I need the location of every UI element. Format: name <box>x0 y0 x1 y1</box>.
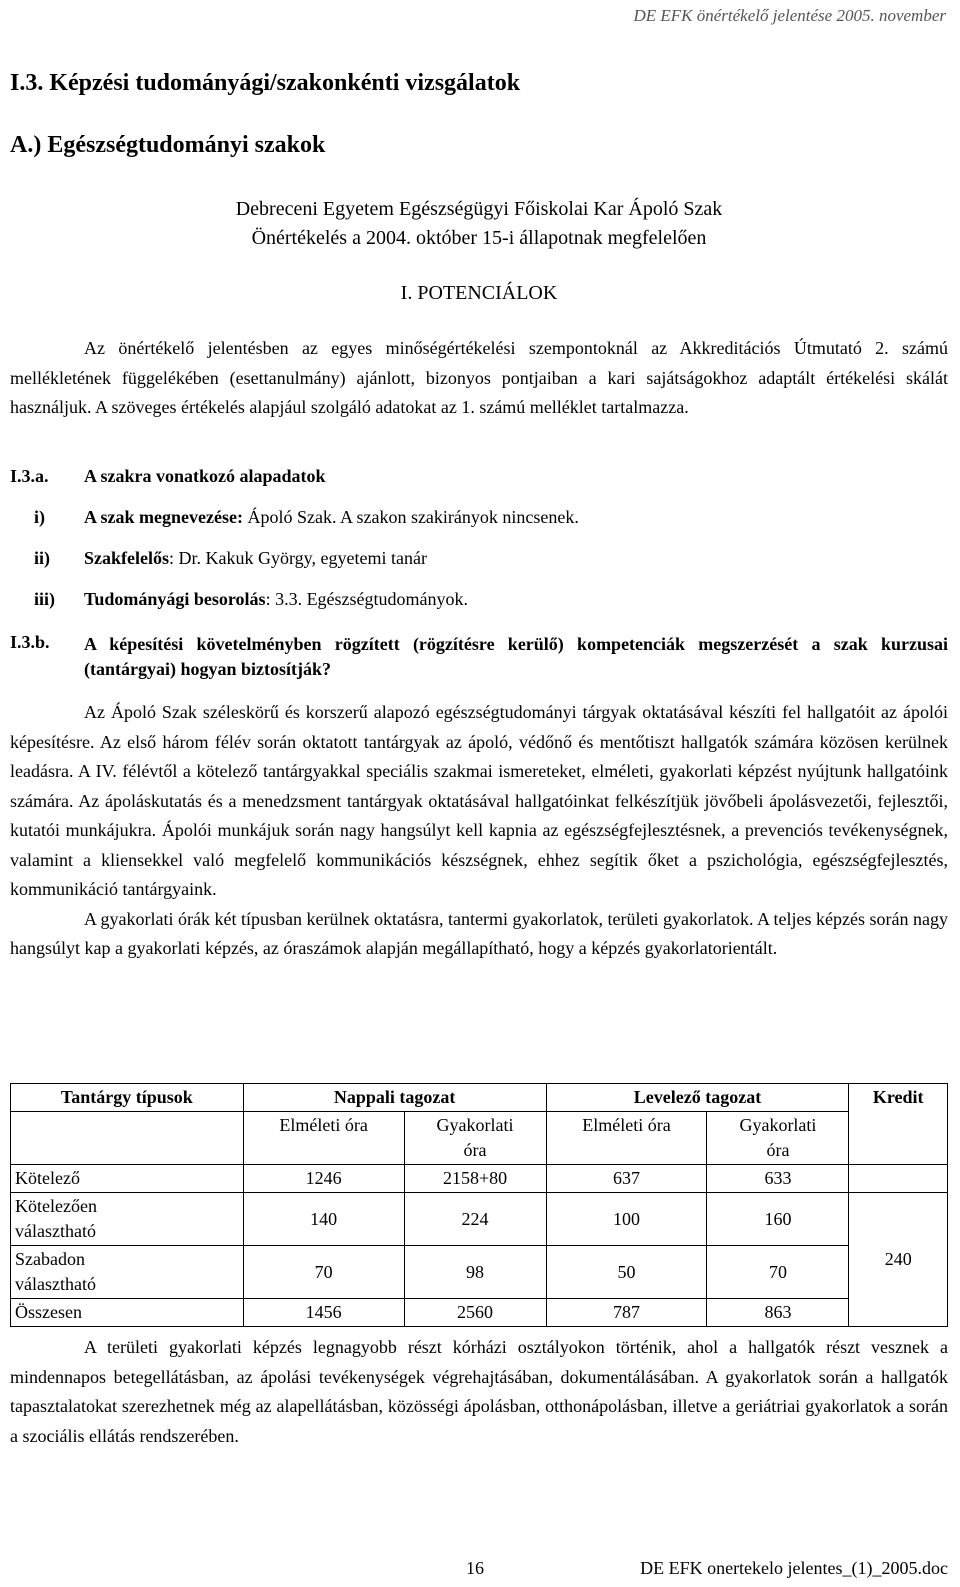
row-label-line: választható <box>15 1274 96 1294</box>
header-cell: Tantárgy típusok <box>11 1084 244 1112</box>
row-label-line: Kötelezően <box>15 1196 97 1216</box>
header-cell: Nappali tagozat <box>243 1084 546 1112</box>
table-cell: 637 <box>546 1165 707 1193</box>
subheader-text: Gyakorlati <box>436 1115 514 1135</box>
intro-paragraph: Az önértékelő jelentésben az egyes minőségértékelési szempontoknál az Akkreditációs Útmutató 2. számú mellékletének függelékében (esettanulmány) ajánlott, bizonyos pontjaiban a kari sajátságokhoz adaptált értékelési skálát használjuk. A szöveges értékelés alapjául szolgáló adatokat az 1. számú melléklet tartalmazza. <box>10 338 948 417</box>
table-cell: 2560 <box>404 1299 546 1327</box>
section-a-title: A szakra vonatkozó alapadatok <box>84 466 326 486</box>
body-text <box>10 698 948 964</box>
subheader-cell: Elméleti óra <box>243 1112 404 1165</box>
potencialok-heading: I. POTENCIÁLOK <box>400 282 558 304</box>
table-subheader-row <box>11 1112 948 1165</box>
item-key: Tudományági besorolás <box>84 589 266 609</box>
table-cell: 1246 <box>243 1165 404 1193</box>
body-paragraph: Az Ápoló Szak széleskörű és korszerű alapozó egészségtudományi tárgyak oktatásával készíti fel hallgatóit az ápolói képesítésre. Az első három félév során oktatott tantárgyak az ápoló, védőnő és mentőtiszt hallgatók számára közösen kerülnek leadásra. A IV. félévtől a kötelező tantárgyakkal speciális szakmai ismereteket, elméleti, gyakorlati képzést nyújtunk hallgatóink számára. Az ápoláskutatás és a menedzsment tantárgyak oktatásával hallgatóinkat felkészítjük jövőbeli ápolásvezetői, fejlesztői, kutatói munkájukra. Ápolói munkájuk során nagy hangsúlyt kell kapnia az egészségfejlesztésnek, a prevenciós tevékenységnek, valamint a kliensekkel való megfelelő kommunikációs készségnek, ehhez segítik őket a pszichológia, egészségfejlesztés, kommunikáció tantárgyaink. <box>10 702 948 899</box>
subsection-heading: A.) Egészségtudományi szakok <box>10 132 326 158</box>
body-paragraph: A gyakorlati órák két típusban kerülnek oktatásra, tantermi gyakorlatok, területi gyakorlatok. A teljes képzés során nagy hangsúlyt kap a gyakorlati képzés, az óraszámok alapján megállapítható, hogy a képzés gyakorlatorientált. <box>10 908 948 958</box>
table-cell: 160 <box>707 1193 849 1246</box>
section-b-label: I.3.b. <box>10 632 50 652</box>
item-number: i) <box>34 507 45 527</box>
running-header: DE EFK önértékelő jelentése 2005. november <box>633 6 946 25</box>
table-cell: 140 <box>243 1193 404 1246</box>
empty-cell <box>849 1165 948 1193</box>
table-cell: 50 <box>546 1246 707 1299</box>
subheader-cell: Elméleti óra <box>546 1112 707 1165</box>
row-label <box>11 1246 244 1299</box>
table-cell: 224 <box>404 1193 546 1246</box>
item-number: ii) <box>34 548 50 568</box>
row-label <box>11 1193 244 1246</box>
table-cell: 70 <box>243 1246 404 1299</box>
self-evaluation-line: Önértékelés a 2004. október 15-i állapotnak megfelelően <box>251 227 707 249</box>
row-label: Összesen <box>11 1299 244 1327</box>
subheader-cell <box>404 1112 546 1165</box>
item-key: A szak megnevezése: <box>84 507 243 527</box>
page-number: 16 <box>466 1558 484 1578</box>
institution-line: Debreceni Egyetem Egészségügyi Főiskolai Kar Ápoló Szak <box>235 198 723 220</box>
table-row <box>11 1165 948 1193</box>
hours-table <box>10 1083 948 1327</box>
list-item <box>34 589 468 610</box>
table-row <box>11 1299 948 1327</box>
subheader-cell <box>707 1112 849 1165</box>
subheader-text: Gyakorlati <box>739 1115 817 1135</box>
item-key: Szakfelelős <box>84 548 169 568</box>
table-header-row <box>11 1084 948 1112</box>
row-label: Kötelező <box>11 1165 244 1193</box>
table-cell: 863 <box>707 1299 849 1327</box>
row-label-line: választható <box>15 1221 96 1241</box>
section-a-label: I.3.a. <box>10 466 49 486</box>
table-row <box>11 1246 948 1299</box>
empty-cell <box>11 1112 244 1165</box>
item-value: Ápoló Szak. A szakon szakirányok nincsenek. <box>242 507 579 527</box>
header-cell: Levelező tagozat <box>546 1084 849 1112</box>
section-b-title: A képesítési követelményben rögzített (rögzítésre kerülő) kompetenciák megszerzését a szak kurzusai (tantárgyai) hogyan biztosítják? <box>84 634 948 679</box>
item-value: : Dr. Kakuk György, egyetemi tanár <box>169 548 427 568</box>
footer-filename: DE EFK onertekelo jelentes_(1)_2005.doc <box>640 1558 948 1578</box>
subheader-text: óra <box>463 1140 487 1160</box>
item-value: : 3.3. Egészségtudományok. <box>265 589 469 609</box>
closing-paragraph: A területi gyakorlati képzés legnagyobb részt kórházi osztályokon történik, ahol a hallgatók részt vesznek a mindennapos betegellátásban, az ápolási tevékenységek végrehajtásában, dokumentálásában. A gyakorlatok során a hallgatók tapasztalatokat szerezhetnek még az alapellátásban, közösségi ápolásban, otthonápolásban, illetve a geriátriai gyakorlatok a során a szociális ellátás rendszerében. <box>10 1337 948 1446</box>
table-cell: 98 <box>404 1246 546 1299</box>
table-cell: 2158+80 <box>404 1165 546 1193</box>
table-cell: 100 <box>546 1193 707 1246</box>
list-item <box>34 548 427 569</box>
table-cell: 633 <box>707 1165 849 1193</box>
section-heading: I.3. Képzési tudományági/szakonkénti vizsgálatok <box>10 70 521 96</box>
list-item <box>34 507 579 528</box>
table-cell: 1456 <box>243 1299 404 1327</box>
row-label-line: Szabadon <box>15 1249 85 1269</box>
item-number: iii) <box>34 589 55 609</box>
table-cell: 70 <box>707 1246 849 1299</box>
header-cell: Kredit <box>849 1084 948 1165</box>
subheader-text: óra <box>766 1140 790 1160</box>
table-cell: 787 <box>546 1299 707 1327</box>
kredit-cell: 240 <box>849 1193 948 1327</box>
table-row <box>11 1193 948 1246</box>
